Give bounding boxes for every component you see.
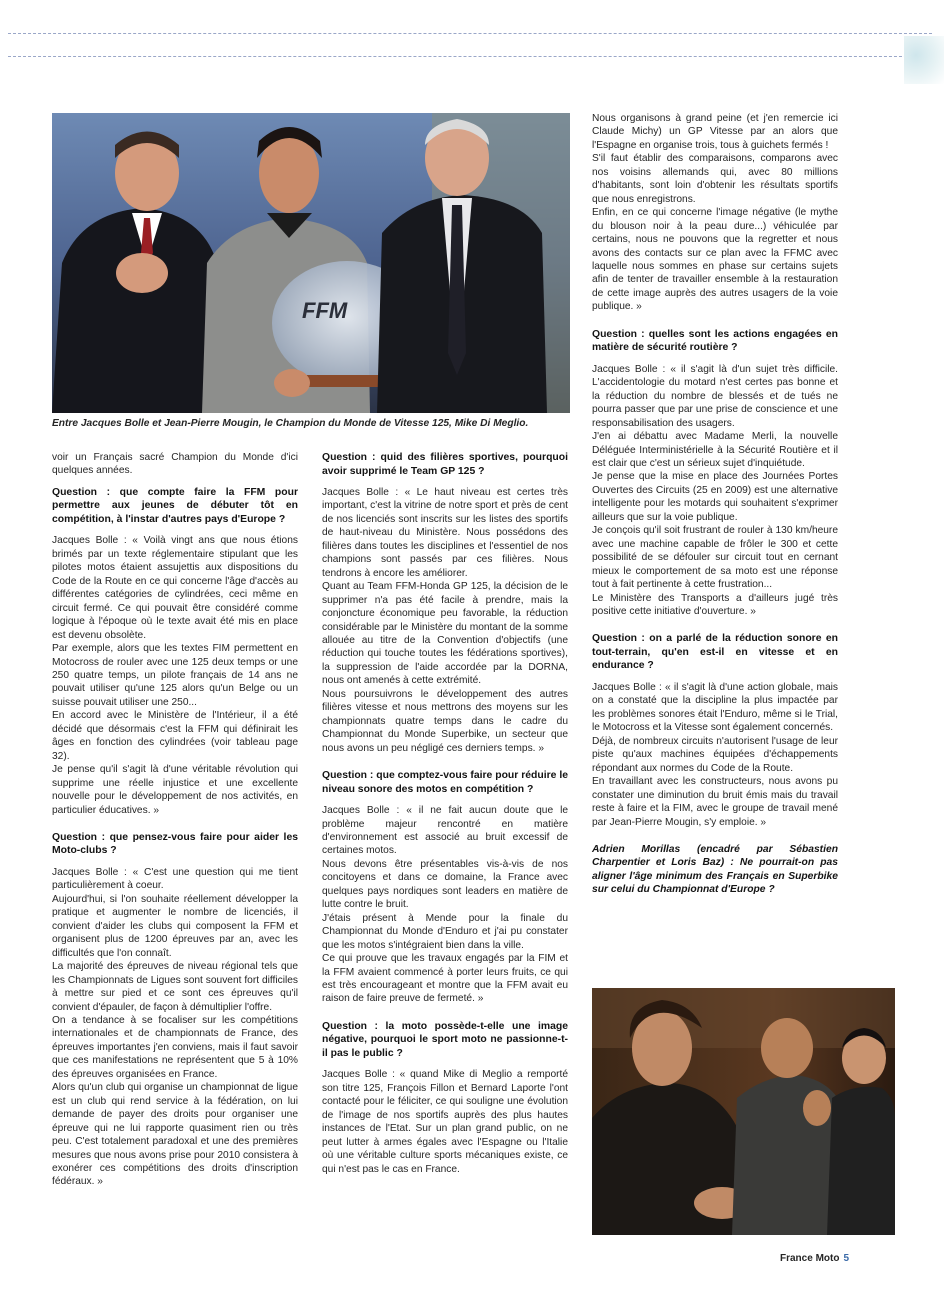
paragraph: La majorité des épreuves de niveau régional tels que les Championnats de Ligues sont souvent fort difficiles à mettre sur pied et ce sont ces épreuves qu'il convient d'épauler, de façon à démultiplier l'offre. [52,961,298,1013]
question-heading: Question : quelles sont les actions engagées en matière de sécurité routière ? [592,328,838,354]
paragraph: Je pense que la mise en place des Journées Portes Ouvertes des Circuits (25 en 2009) est une alternative intelligente pour les motards qui souhaitent s'exprimer ailleurs que sur la voie publique. [592,471,838,523]
paragraph: J'en ai débattu avec Madame Merli, la nouvelle Déléguée Interministérielle à la Sécurité Routière et il est clair que c'est un sérieux sujet d'inquiétude. [592,431,838,469]
paragraph: Déjà, de nombreux circuits n'autorisent l'usage de leur piste qu'aux machines équipées d'échappements répondant aux normes du Code de la Route. [592,735,838,774]
paragraph: Quant au Team FFM-Honda GP 125, la décision de le supprimer n'a pas été facile à prendre, mais la conjoncture économique peu favorable, la réduction considérable par le Ministère du montant de la somme allouée au titre de la Convention d'objectifs (une réduction qui touche toutes les fédérations sportives), la suppression de l'aide accordée par la DORNA, nous ont amenés à cette extrémité. [322,581,568,687]
question-heading: Question : la moto possède-t-elle une image négative, pourquoi le sport moto ne passionne-t-il pas le public ? [322,1020,568,1059]
paragraph: J'étais présent à Mende pour la finale du Championnat du Monde d'Enduro et j'ai pu constater que les motos s'intégraient bien dans la ville. [322,912,568,951]
svg-text:FFM: FFM [302,298,348,323]
paragraph: Aujourd'hui, si l'on souhaite réellement développer la pratique et augmenter le nombre de licenciés, il convient d'aider les clubs qui composent la FFM et organisent plus de 1200 épreuves par an, avec les difficultés que l'on connaît. [52,893,298,959]
paragraph: En travaillant avec les constructeurs, nous avons pu constater une diminution du bruit émis mais du travail reste à faire et la FIM, avec le groupe de travail mené par Jean-Pierre Mougin, s'y emploie. » [592,776,838,828]
second-dashed-rule [8,56,932,57]
paragraph: Je pense qu'il s'agit là d'une véritable révolution qui supprime une réelle injustice et une excellente nouvelle pour le développement de nos activités, en particulier éducatives. » [52,764,298,816]
question-heading-italic: Adrien Morillas (encadré par Sébastien Charpentier et Loris Baz) : Ne pourrait-on pas aligner l'âge minimum des Français en Superbike sur celui du Championnat d'Europe ? [592,843,838,896]
paragraph: Jacques Bolle : « il s'agit là d'une action globale, mais on a constaté que la discipline la plus impactée par les problèmes sonores était l'Enduro, même si le Trial, le Motocross et la Vitesse sont également concernés. [592,681,838,734]
column-middle [322,451,568,1176]
paragraph: Ce qui prouve que les travaux engagés par la FIM et la FFM avaient commencé à porter leurs fruits, ce qui est très encourageant et montre que la FFM avait eu raison de faire preuve de fermeté. » [322,953,568,1005]
award-photo [52,113,570,413]
top-dashed-rule [8,33,932,34]
paragraph: Enfin, en ce qui concerne l'image négative (le mythe du blouson noir à la peau dure...) véhiculée par certains, nous ne pouvons que la regretter et nous avons des contacts sur ce plan avec la FFMC avec laquelle nous sommes en phase sur certains sujets afin de tenter de travailler ensemble à la restauration de cette image auprès des autres usagers de la voie publique. » [592,207,838,313]
question-heading: Question : que comptez-vous faire pour réduire le niveau sonore des motos en compétition ? [322,770,568,795]
paragraph: Nous poursuivrons le développement des autres filières vitesse et nous mettrons des moyens sur les championnats quatre temps dans le cadre du Championnat du Monde Superbike, un secteur que nous avons un peu négligé ces derniers temps. » [322,688,568,754]
paragraph: Le Ministère des Transports a d'ailleurs jugé très positive cette initiative d'ouverture. » [592,592,838,617]
paragraph: Jacques Bolle : « quand Mike di Meglio a remporté son titre 125, François Fillon et Bernard Laporte l'ont contacté pour le féliciter, ce qui souligne une évolution de l'image de nos sportifs auprès des plus hautes instances de l'Etat. Sur un plan grand public, on ne peut lutter à armes égales avec l'Espagne ou l'Italie où une véritable culture sports mécaniques existe, ce qui n'est pas le cas en France. [322,1069,568,1175]
paragraph: Jacques Bolle : « Le haut niveau est certes très important, c'est la vitrine de notre sport et près de cent de nos licenciés sont inscrits sur les listes des sportifs de haut-niveau du Ministère. Nous possédons des filières dans toutes les disciplines et l'essentiel de nos champions sont passés par ces filières. Nous tendrons à encore les améliorer. [322,487,568,579]
column-right [592,112,838,896]
paragraph: Nous organisons à grand peine (et j'en remercie ici Claude Michy) un GP Vitesse par an alors que l'Espagne en organise trois, tous à guichets fermés ! [592,113,838,151]
audience-photo [592,988,895,1235]
question-heading: Question : quid des filières sportives, pourquoi avoir supprimé le Team GP 125 ? [322,452,568,477]
question-heading: Question : que pensez-vous faire pour aider les Moto-clubs ? [52,831,298,857]
paragraph: Jacques Bolle : « Voilà vingt ans que nous étions brimés par un texte réglementaire stipulant que les pilotes motos étaient assujettis aux dispositions du Code de la Route en ce qui concerne l'âge d'accès au différentes catégories de cylindrées, ceci même en circuit fermé. Ce qui pouvait être considéré comme logique à l'époque où le texte avait été mis en place est devenu obsolète. [52,535,298,641]
audience-photo-illustration [592,988,895,1235]
photo-caption: Entre Jacques Bolle et Jean-Pierre Mougin, le Champion du Monde de Vitesse 125, Mike Di Meglio. [52,418,529,429]
paragraph: Nous devons être présentables vis-à-vis de nos concitoyens et dans ce domaine, la France avec quelques pays nordiques sont leaders en matière de lutte contre le bruit. [322,858,568,911]
paragraph: Jacques Bolle : « il ne fait aucun doute que le problème majeur rencontré en matière d'environnement est associé au bruit excessif de certaines motos. [322,805,568,857]
paragraph: On a tendance à se focaliser sur les compétitions internationales et de championnats de France, des épreuves importantes j'en conviens, mais il faut savoir que ces manifestations ne représentent que 5 à 10% des épreuves organisées en France. [52,1014,298,1080]
paragraph: S'il faut établir des comparaisons, comparons avec nos voisins allemands qui, avec 80 millions d'habitants, sont loin d'obtenir les résultats sportifs que nous enregistrons. [592,153,838,205]
paragraph: Jacques Bolle : « C'est une question qui me tient particulièrement à coeur. [52,867,298,892]
award-photo-illustration [52,113,570,413]
paragraph: En accord avec le Ministère de l'Intérieur, il a été décidé que désormais c'est la FFM qui définirait les âges en fonction des cylindrées (voir tableau page 32). [52,710,298,762]
magazine-name: France Moto [780,1253,840,1264]
paragraph: Jacques Bolle : « il s'agit là d'un sujet très difficile. L'accidentologie du motard n'est certes pas bonne et la réduction du nombre de blessés et de tués ne pourra passer que par une prise de conscience et une responsabilisation des usagers. [592,363,838,429]
paragraph: Alors qu'un club qui organise un championnat de ligue est un club qui rend service à la fédération, on lui demande de payer des droits pour organiser une épreuve qui ne lui rapporte quasiment rien ou très peu. C'est totalement paradoxal et une des premières mesures que nous avons prise pour 2010 consistera à exonérer ces compétitions des droits d'inscription fédéraux. » [52,1082,298,1188]
corner-decoration [904,36,944,84]
paragraph: Par exemple, alors que les textes FIM permettent en Motocross de rouler avec une 125 deux temps or une 250 quatre temps, un pilote français de 14 ans ne pouvait utiliser qu'une 125 alors qu'un Belge ou un suisse pouvait utiliser une 250... [52,643,298,708]
page-number: 5 [843,1253,850,1264]
question-heading: Question : on a parlé de la réduction sonore en tout-terrain, qu'en est-il en vitesse et en endurance ? [592,633,838,672]
question-heading: Question : que compte faire la FFM pour permettre aux jeunes de débuter tôt en compétition, à l'instar d'autres pays d'Europe ? [52,486,298,525]
page-footer [780,1253,849,1264]
paragraph: voir un Français sacré Champion du Monde d'ici quelques années. [52,452,298,477]
paragraph: Je conçois qu'il soit frustrant de rouler à 130 km/heure avec une machine capable de frôler le 300 et cette possibilité de se défouler sur circuit tout en cernant mieux le comportement de sa moto est une réponse tout à fait pertinente à cette frustration... [592,525,838,591]
column-left [52,451,298,1189]
